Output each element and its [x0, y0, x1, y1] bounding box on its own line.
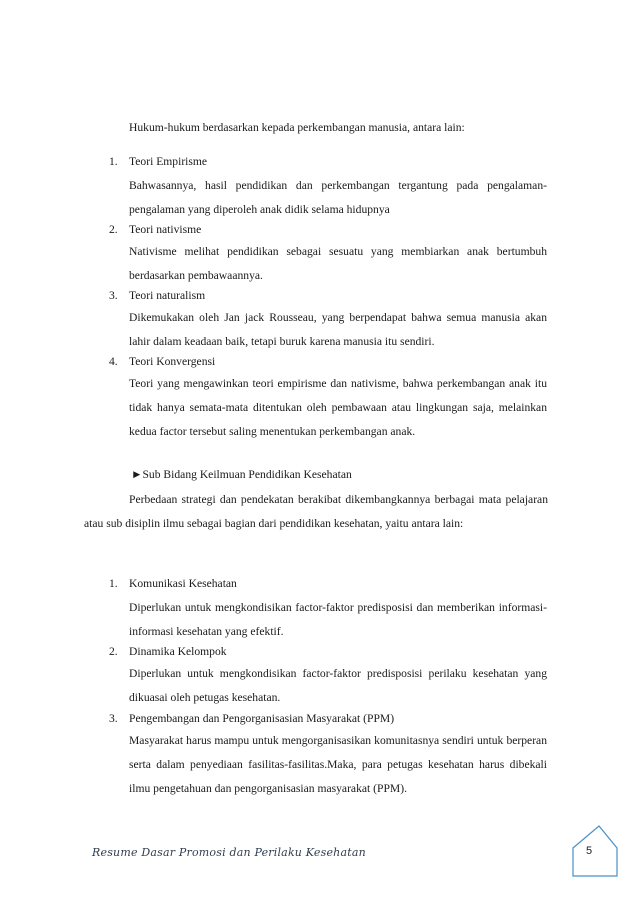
section-heading-text: Sub Bidang Keilmuan Pendidikan Kesehatan — [142, 468, 352, 481]
item-number: 2. — [109, 645, 118, 658]
item-title: Teori nativisme — [129, 223, 202, 236]
item-title: Teori naturalism — [129, 289, 206, 302]
item-body: Dikemukakan oleh Jan jack Rousseau, yang berpendapat bahwa semua manusia akan lahir dalam keadaan baik, tetapi buruk karena manusia itu sendiri. — [129, 311, 547, 348]
item-title: Komunikasi Kesehatan — [129, 577, 237, 590]
item-body: Diperlukan untuk mengkondisikan factor-faktor predisposisi perilaku kesehatan yang dikuasai oleh petugas kesehatan. — [129, 667, 547, 704]
item-body: Diperlukan untuk mengkondisikan factor-faktor predisposisi dan memberikan informasi-informasi kesehatan yang efektif. — [129, 601, 547, 638]
item-number: 3. — [109, 712, 118, 725]
item-title: Teori Konvergensi — [129, 355, 216, 368]
arrow-icon: ► — [131, 468, 143, 481]
item-body: Bahwasannya, hasil pendidikan dan perkembangan tergantung pada pengalaman-pengalaman yang diperoleh anak didik selama hidupnya — [129, 179, 547, 216]
body-paragraph: Perbedaan strategi dan pendekatan berakibat dikembangkannya berbagai mata pelajaran atau sub disiplin ilmu sebagai bagian dari pendidikan kesehatan, yaitu antara lain: — [84, 493, 548, 530]
item-body: Teori yang mengawinkan teori empirisme dan nativisme, bahwa perkembangan anak itu tidak hanya semata-mata ditentukan oleh pembawaan atau lingkungan saja, melainkan kedua factor tersebut saling menentukan perkembangan anak. — [129, 377, 547, 438]
page-number: 5 — [586, 845, 593, 857]
item-body: Nativisme melihat pendidikan sebagai sesuatu yang membiarkan anak bertumbuh berdasarkan pembawaannya. — [129, 245, 547, 282]
footer-title: Resume Dasar Promosi dan Perilaku Kesehatan — [92, 846, 366, 859]
item-title: Teori Empirisme — [129, 155, 208, 168]
item-body: Masyarakat harus mampu untuk mengorganisasikan komunitasnya sendiri untuk berperan serta dalam penyediaan fasilitas-fasilitas.Maka, para petugas kesehatan harus dibekali ilmu pengetahuan dan pengorganisasian masyarakat (PPM). — [129, 734, 547, 795]
item-number: 2. — [109, 223, 118, 236]
item-number: 1. — [109, 577, 118, 590]
section-heading — [131, 463, 551, 487]
item-number: 4. — [109, 355, 118, 368]
page-badge-icon — [571, 824, 619, 880]
item-title: Pengembangan dan Pengorganisasian Masyarakat (PPM) — [129, 712, 395, 725]
item-title: Dinamika Kelompok — [129, 645, 227, 658]
item-number: 1. — [109, 155, 118, 168]
item-number: 3. — [109, 289, 118, 302]
intro-text: Hukum-hukum berdasarkan kepada perkembangan manusia, antara lain: — [129, 121, 465, 134]
